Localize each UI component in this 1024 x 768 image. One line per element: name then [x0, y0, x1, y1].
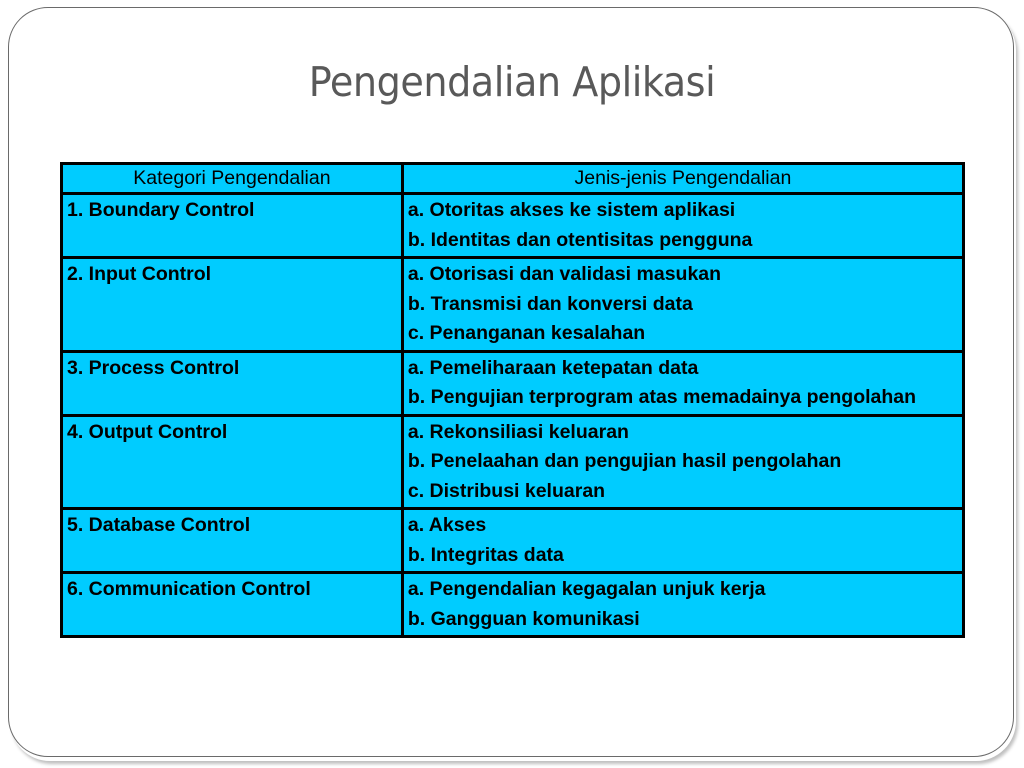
type-item: a. Rekonsiliasi keluaran	[407, 420, 629, 443]
table-row	[62, 258, 964, 352]
type-item: b. Transmisi dan konversi data	[407, 292, 693, 315]
table-row	[62, 415, 964, 509]
slide-title: Pengendalian Aplikasi	[308, 58, 716, 106]
type-item: b. Gangguan komunikasi	[407, 607, 640, 630]
type-item: b. Integritas data	[407, 543, 564, 566]
types-cell	[402, 351, 963, 415]
type-item: b. Pengujian terprogram atas memadainya pengolahan	[407, 386, 917, 408]
type-item: a. Akses	[407, 514, 487, 536]
type-item: c. Distribusi keluaran	[407, 479, 606, 502]
type-item: a. Otorisasi dan validasi masukan	[407, 263, 722, 285]
table-row	[62, 351, 964, 415]
category-cell: 3. Process Control	[62, 351, 403, 415]
types-cell	[402, 509, 963, 573]
category-cell: 1. Boundary Control	[62, 194, 403, 258]
type-item: b. Penelaahan dan pengujian hasil pengolahan	[407, 450, 842, 472]
header-types: Jenis-jenis Pengendalian	[402, 164, 963, 194]
table-row	[62, 509, 964, 573]
table-row	[62, 194, 964, 258]
type-item: a. Pemeliharaan ketepatan data	[407, 356, 699, 379]
types-cell	[402, 415, 963, 509]
type-item: a. Otoritas akses ke sistem aplikasi	[407, 199, 736, 221]
header-category: Kategori Pengendalian	[62, 164, 403, 194]
types-cell	[402, 258, 963, 352]
types-cell	[402, 573, 963, 637]
category-cell: 2. Input Control	[62, 258, 403, 352]
type-item: c. Penanganan kesalahan	[407, 322, 646, 344]
controls-table	[60, 162, 965, 638]
category-cell: 4. Output Control	[62, 415, 403, 509]
category-cell: 6. Communication Control	[62, 573, 403, 637]
category-cell: 5. Database Control	[62, 509, 403, 573]
table-row	[62, 573, 964, 637]
table-header-row	[62, 164, 964, 194]
type-item: a. Pengendalian kegagalan unjuk kerja	[407, 578, 766, 600]
types-cell	[402, 194, 963, 258]
type-item: b. Identitas dan otentisitas pengguna	[407, 228, 753, 251]
